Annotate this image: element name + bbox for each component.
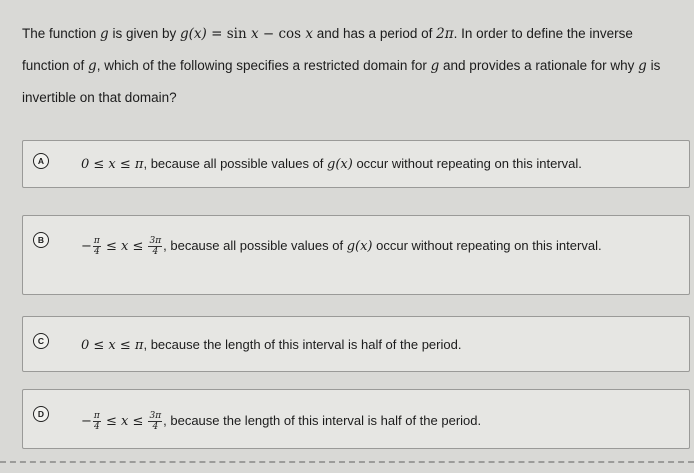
fraction-3pi-over-4: [148, 411, 162, 432]
math-period: 2π: [436, 26, 454, 42]
frac-denominator: 4: [152, 247, 159, 257]
math-neg: −: [81, 414, 92, 429]
math-minus: −: [258, 26, 279, 42]
math-g: g: [638, 58, 647, 74]
choice-b-text: [81, 229, 679, 263]
choice-letter-c: C: [33, 333, 49, 349]
math-g: g: [88, 58, 97, 74]
frac-numerator: π: [93, 411, 100, 421]
question-fragment: The function: [22, 26, 101, 41]
frac-numerator: 3π: [149, 411, 162, 421]
question-fragment: , which of the following specifies a restricted domain for: [96, 58, 431, 73]
fraction-3pi-over-4: [148, 236, 162, 257]
math-g: g: [100, 26, 109, 42]
math-inequality: ≤ x ≤: [101, 414, 148, 429]
frac-denominator: 4: [152, 422, 159, 432]
choice-b-rationale: , because all possible values of: [163, 238, 347, 253]
frac-numerator: 3π: [149, 236, 162, 246]
choice-a-domain: 0 ≤ x ≤ π: [81, 157, 144, 172]
choice-b-rationale-end: occur without repeating on this interval.: [372, 238, 602, 253]
math-x: x: [250, 26, 259, 42]
choice-letter-b: B: [33, 232, 49, 248]
question-fragment: is invertible on that domain?: [22, 58, 661, 105]
fraction-pi-over-4: [93, 411, 101, 432]
choice-d-rationale: , because the length of this interval is half of the period.: [163, 413, 482, 428]
answer-choice-c[interactable]: [22, 316, 690, 372]
frac-denominator: 4: [94, 422, 100, 432]
answer-choice-a[interactable]: [22, 140, 690, 188]
math-inequality: ≤ x ≤: [101, 239, 148, 254]
answer-choice-d[interactable]: [22, 389, 690, 449]
math-x: x: [305, 26, 314, 42]
question-fragment: and has a period of: [313, 26, 437, 41]
math-cos: cos: [278, 26, 306, 42]
question-fragment: and provides a rationale for why: [439, 58, 639, 73]
frac-denominator: 4: [94, 247, 100, 257]
math-sin: sin: [226, 26, 251, 42]
math-neg: −: [81, 239, 92, 254]
choice-c-rationale: , because the length of this interval is half of the period.: [143, 337, 462, 352]
math-equals: =: [206, 26, 227, 42]
math-gx: g(x): [327, 157, 353, 172]
answer-choice-b[interactable]: [22, 215, 690, 295]
question-fragment: . In order to define the inverse function of: [22, 26, 633, 73]
choice-d-domain: [81, 411, 163, 432]
math-g: g: [430, 58, 440, 74]
math-gx: g(x): [180, 26, 207, 42]
choice-c-domain: 0 ≤ x ≤ π: [81, 338, 144, 353]
question-text: [22, 18, 682, 113]
function-definition: [180, 26, 313, 42]
choice-letter-a: A: [33, 153, 49, 169]
choice-a-rationale-end: occur without repeating on this interval.: [352, 156, 582, 171]
math-gx: g(x): [346, 239, 373, 254]
choice-c-text: [81, 328, 679, 363]
frac-numerator: π: [93, 236, 100, 246]
question-fragment: is given by: [108, 26, 180, 41]
bottom-divider: [0, 461, 694, 463]
fraction-pi-over-4: [93, 236, 101, 257]
choice-d-text: [81, 404, 679, 439]
choice-b-domain: [81, 236, 163, 257]
choice-letter-d: D: [33, 406, 49, 422]
choice-a-rationale: , because all possible values of: [143, 156, 328, 171]
choice-a-text: [81, 147, 679, 182]
